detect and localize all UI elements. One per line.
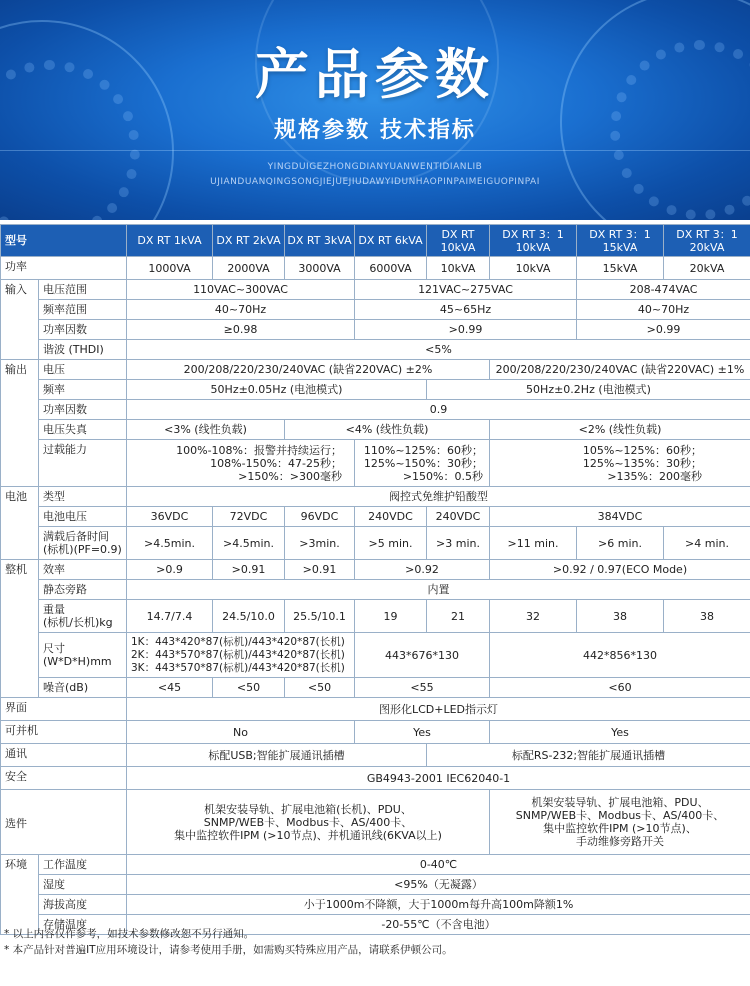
- row-label-line: (标机/长机)kg: [43, 616, 113, 629]
- row-label: 频率: [39, 380, 127, 400]
- table-row: [1, 633, 750, 678]
- row-label: 通讯: [1, 744, 127, 767]
- row-label: 工作温度: [39, 855, 127, 875]
- row-label: 选件: [1, 790, 127, 855]
- cell: 6000VA: [355, 257, 427, 280]
- table-row: [1, 527, 750, 560]
- overload-line: 125%~150%：30秒；: [363, 456, 483, 470]
- row-label: [39, 527, 127, 560]
- cell: Yes: [490, 721, 750, 744]
- cell: [355, 440, 490, 487]
- cell: GB4943-2001 IEC62040-1: [127, 767, 750, 790]
- overload-line: 125%~135%：30秒；: [582, 456, 702, 470]
- group-label: 输出: [1, 360, 39, 487]
- cell: <5%: [127, 340, 750, 360]
- option-line: 集中监控软件IPM (>10节点)、并机通讯线(6KVA以上): [174, 828, 442, 842]
- cell: 25.5/10.1: [285, 600, 355, 633]
- model-cell: DX RT 3：1 10kVA: [490, 225, 577, 257]
- cell: <2% (线性负载): [490, 420, 750, 440]
- cell: >0.99: [577, 320, 750, 340]
- cell: >4 min.: [664, 527, 750, 560]
- row-label-line: 尺寸: [43, 642, 65, 655]
- cell: <45: [127, 678, 213, 698]
- table-row: [1, 678, 750, 698]
- row-label: 效率: [39, 560, 127, 580]
- cell: >0.92 / 0.97(ECO Mode): [490, 560, 750, 580]
- table-row: [1, 895, 750, 915]
- table-row: [1, 340, 750, 360]
- cell: 72VDC: [213, 507, 285, 527]
- row-label: 海拔高度: [39, 895, 127, 915]
- cell: 14.7/7.4: [127, 600, 213, 633]
- cell: 40~70Hz: [127, 300, 355, 320]
- size-line: 1K：443*420*87(标机)/443*420*87(长机): [131, 635, 345, 648]
- group-label: 输入: [1, 280, 39, 360]
- table-row: [1, 380, 750, 400]
- cell: <60: [490, 678, 750, 698]
- option-line: 手动维修旁路开关: [576, 835, 664, 848]
- cell: <55: [355, 678, 490, 698]
- cell: 50Hz±0.2Hz (电池模式): [427, 380, 750, 400]
- cell: 1000VA: [127, 257, 213, 280]
- cell: 121VAC~275VAC: [355, 280, 577, 300]
- table-row: [1, 400, 750, 420]
- cell: <4% (线性负载): [285, 420, 490, 440]
- cell: 图形化LCD+LED指示灯: [127, 698, 750, 721]
- row-label: 过载能力: [39, 440, 127, 487]
- cell: >4.5min.: [127, 527, 213, 560]
- row-label: 频率范围: [39, 300, 127, 320]
- model-label: 型号: [1, 225, 127, 257]
- option-line: SNMP/WEB卡、Modbus卡、AS/400卡、: [203, 815, 413, 829]
- row-label: 电压: [39, 360, 127, 380]
- footnote: * 本产品针对普遍IT应用环境设计，请参考使用手册，如需购买特殊应用产品，请联系伊顿公司。: [4, 944, 453, 956]
- cell: [127, 790, 490, 855]
- cell: 3000VA: [285, 257, 355, 280]
- group-label: 电池: [1, 487, 39, 560]
- table-row: [1, 440, 750, 487]
- cell: [490, 440, 750, 487]
- row-label: 存储温度: [39, 915, 127, 935]
- cell: 240VDC: [427, 507, 490, 527]
- row-label-line: 满载后备时间: [43, 530, 109, 543]
- row-label: 电池电压: [39, 507, 127, 527]
- model-cell: DX RT 1kVA: [127, 225, 213, 257]
- cell: No: [127, 721, 355, 744]
- table-row: [1, 855, 750, 875]
- cell: >11 min.: [490, 527, 577, 560]
- cell: 110VAC~300VAC: [127, 280, 355, 300]
- group-label: 环境: [1, 855, 39, 935]
- table-header-row: [1, 225, 750, 257]
- cell: 38: [664, 600, 750, 633]
- cell: 442*856*130: [490, 633, 750, 678]
- cell: >6 min.: [577, 527, 664, 560]
- cell: >0.92: [355, 560, 490, 580]
- row-label: 静态旁路: [39, 580, 127, 600]
- cell: 24.5/10.0: [213, 600, 285, 633]
- pinyin-line: YINGDUIGEZHONGDIANYUANWENTIDIANLIB: [267, 162, 483, 172]
- row-label-line: (W*D*H)mm: [43, 655, 112, 668]
- table-row: [1, 420, 750, 440]
- table-row: [1, 560, 750, 580]
- table-row: [1, 280, 750, 300]
- page-title: 产品参数: [255, 43, 495, 106]
- cell: >0.9: [127, 560, 213, 580]
- model-cell: DX RT 3：1 15kVA: [577, 225, 664, 257]
- row-label: 谐波 (THDI): [39, 340, 127, 360]
- cell: [127, 440, 355, 487]
- cell: 45~65Hz: [355, 300, 577, 320]
- page-subtitle: 规格参数 技术指标: [274, 118, 476, 143]
- row-label: 安全: [1, 767, 127, 790]
- table-row: [1, 487, 750, 507]
- cell: <50: [213, 678, 285, 698]
- cell: 0.9: [127, 400, 750, 420]
- cell: 19: [355, 600, 427, 633]
- overload-line: >150%：0.5秒: [402, 469, 483, 483]
- row-label: 功率因数: [39, 320, 127, 340]
- size-line: 3K：443*570*87(标机)/443*420*87(长机): [131, 661, 345, 674]
- cell: 小于1000m不降额，大于1000m每升高100m降额1%: [127, 895, 750, 915]
- cell: <3% (线性负载): [127, 420, 285, 440]
- row-label: 湿度: [39, 875, 127, 895]
- banner: [0, 0, 750, 220]
- cell: 32: [490, 600, 577, 633]
- row-label: 电压失真: [39, 420, 127, 440]
- cell: 208-474VAC: [577, 280, 750, 300]
- table-row: [1, 744, 750, 767]
- option-line: SNMP/WEB卡、Modbus卡、AS/400卡、: [515, 809, 725, 822]
- cell: 10kVA: [427, 257, 490, 280]
- cell: 15kVA: [577, 257, 664, 280]
- overload-line: >150%：>300毫秒: [238, 469, 342, 483]
- row-label: [39, 633, 127, 678]
- table-row: [1, 721, 750, 744]
- overload-line: >135%：200毫秒: [607, 469, 702, 483]
- table-row: [1, 875, 750, 895]
- row-label-line: (标机)(PF=0.9): [43, 543, 122, 556]
- cell: >3 min.: [427, 527, 490, 560]
- model-cell: DX RT 2kVA: [213, 225, 285, 257]
- cell: >0.91: [285, 560, 355, 580]
- row-label: 功率因数: [39, 400, 127, 420]
- cell: 0-40℃: [127, 855, 750, 875]
- footnotes: [4, 926, 744, 958]
- cell: >5 min.: [355, 527, 427, 560]
- cell: -20-55℃（不含电池）: [127, 915, 750, 935]
- size-line: 2K：443*570*87(标机)/443*420*87(长机): [131, 648, 345, 661]
- cell: 2000VA: [213, 257, 285, 280]
- overload-line: 108%-150%：47-25秒；: [210, 456, 342, 470]
- row-label: 界面: [1, 698, 127, 721]
- overload-line: 105%~125%：60秒；: [582, 443, 702, 457]
- row-label: 电压范围: [39, 280, 127, 300]
- cell: 200/208/220/230/240VAC (缺省220VAC) ±2%: [127, 360, 490, 380]
- option-line: 机架安装导轨、扩展电池箱(长机)、PDU、: [204, 802, 412, 816]
- table-row: [1, 320, 750, 340]
- cell: <95%（无凝露）: [127, 875, 750, 895]
- cell: 96VDC: [285, 507, 355, 527]
- cell: 40~70Hz: [577, 300, 750, 320]
- cell: [490, 790, 750, 855]
- cell: 标配RS-232;智能扩展通讯插槽: [427, 744, 750, 767]
- option-line: 机架安装导轨、扩展电池箱、PDU、: [531, 796, 709, 809]
- cell: 10kVA: [490, 257, 577, 280]
- cell: 36VDC: [127, 507, 213, 527]
- cell: 21: [427, 600, 490, 633]
- row-label: 类型: [39, 487, 127, 507]
- row-label: 可并机: [1, 721, 127, 744]
- cell: 38: [577, 600, 664, 633]
- cell: 阀控式免维护铅酸型: [127, 487, 750, 507]
- table-row: [1, 698, 750, 721]
- cell: 标配USB;智能扩展通讯插槽: [127, 744, 427, 767]
- pinyin-line: UJIANDUANQINGSONGJIEJUEJIUDAWYIDUNHAOPINPAIMEIGUOPINPAI: [210, 177, 540, 187]
- cell: Yes: [355, 721, 490, 744]
- cell: ≥0.98: [127, 320, 355, 340]
- cell: 200/208/220/230/240VAC (缺省220VAC) ±1%: [490, 360, 750, 380]
- cell: 384VDC: [490, 507, 750, 527]
- footnote: * 以上内容仅作参考，如技术参数修改恕不另行通知。: [4, 928, 255, 940]
- table-row: [1, 600, 750, 633]
- overload-line: 100%-108%：报警并持续运行；: [176, 443, 342, 457]
- cell: 50Hz±0.05Hz (电池模式): [127, 380, 427, 400]
- table-row: [1, 507, 750, 527]
- option-line: 集中监控软件IPM (>10节点)、: [543, 822, 697, 835]
- cell: >4.5min.: [213, 527, 285, 560]
- cell: 240VDC: [355, 507, 427, 527]
- model-cell: DX RT 3kVA: [285, 225, 355, 257]
- table-row: [1, 300, 750, 320]
- table-row: [1, 257, 750, 280]
- overload-line: 110%~125%：60秒；: [363, 443, 483, 457]
- model-cell: DX RT 6kVA: [355, 225, 427, 257]
- decor-line: [0, 150, 750, 151]
- cell: >0.99: [355, 320, 577, 340]
- cell: 内置: [127, 580, 750, 600]
- group-label: 整机: [1, 560, 39, 698]
- row-label-line: 重量: [43, 603, 65, 616]
- row-label: [39, 600, 127, 633]
- cell: [127, 633, 355, 678]
- model-cell: DX RT 3：1 20kVA: [664, 225, 750, 257]
- table-row: [1, 767, 750, 790]
- table-row: [1, 790, 750, 855]
- cell: <50: [285, 678, 355, 698]
- table-row: [1, 360, 750, 380]
- row-label: 功率: [1, 257, 127, 280]
- table-row: [1, 580, 750, 600]
- cell: 20kVA: [664, 257, 750, 280]
- model-cell: DX RT 10kVA: [427, 225, 490, 257]
- row-label: 噪音(dB): [39, 678, 127, 698]
- cell: >3min.: [285, 527, 355, 560]
- cell: >0.91: [213, 560, 285, 580]
- cell: 443*676*130: [355, 633, 490, 678]
- spec-table: [0, 224, 750, 935]
